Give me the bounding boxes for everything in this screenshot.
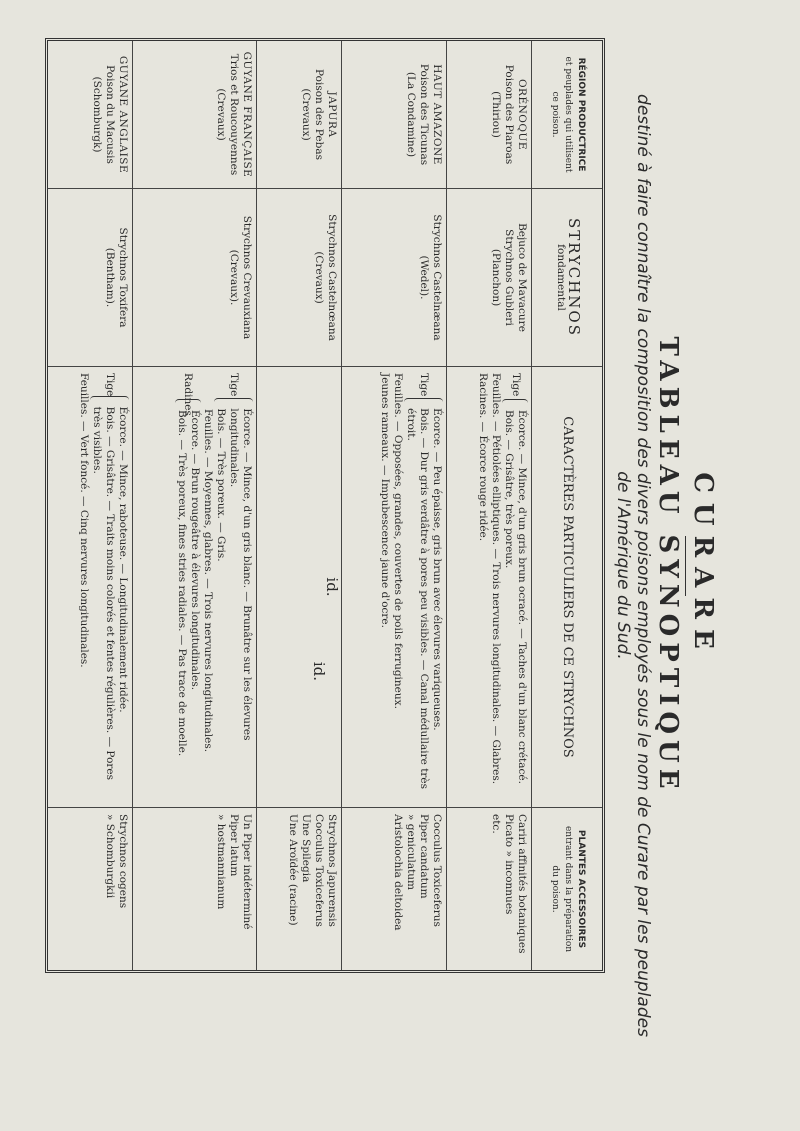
table-row: [342, 41, 446, 970]
table-row: [446, 41, 532, 970]
header-characters: CARACTÈRES PARTICULIERS DE CE STRYCHNOS: [532, 367, 602, 808]
table-row: [256, 41, 342, 970]
plants-cell: Strychnos cogens » Schomburgkii: [104, 814, 130, 909]
region-cell: GUYANE ANGLAISE Poison du Macusis (Schomburgk): [48, 41, 133, 189]
region-cell: ORÉNOQUE Poison des Piaroas (Thiriou): [446, 41, 532, 189]
header-plants: PLANTES ACCESSOIRES entrant dans la préparation du poison.: [532, 808, 602, 971]
region-cell: JAPURA Poison des Pebas (Crevaux): [256, 41, 342, 189]
table-row: [133, 41, 256, 970]
plants-cell: Strychnos Japurensis Cocculus Toxiceferus Une Spilegia Une Aroïdée (racine): [287, 814, 339, 927]
subtitle: TABLEAU SYNOPTIQUE: [653, 336, 683, 795]
table-row: [48, 41, 133, 970]
region-cell: GUYANE FRANÇAISE Trios et Roucouyennes (Crevaux): [133, 41, 256, 189]
plants-cell: Un Piper indéterminé Piper latum » hostmannianum: [214, 814, 253, 930]
strychnos-cell: Strychnos Castelnæana (Wedel).: [342, 189, 446, 367]
radines-label: Radines: [182, 373, 195, 416]
title: CURARE: [688, 472, 718, 659]
tige-label: Tige: [227, 373, 240, 397]
plants-cell: Cocculus Toxiceferus Piper candatum » geniculatum Aristolochia deltoidea: [391, 814, 443, 931]
header-strychnos: STRYCHNOS fondamental: [532, 189, 602, 367]
characters-cell: Tige Écorce. — Mince, d'un gris brun ocracé. — Taches d'un blanc crétacé. Bois. — Grisâtre, très poreux. Feuilles. — Pétiolées elliptiques. — Trois nervures longitudinales. — Glabres. Racines. — Écorce rouge ridée.: [446, 367, 532, 808]
brace: [90, 396, 129, 402]
synoptic-table: [45, 38, 605, 973]
characters-cell: Tige Écorce. — Peu épaisse, gris brun avec élevures variqueuses. Bois. — Dur gris verdâtre à pores peu visibles. — Canal médullaire très étroit. Feuilles. — Opposées, grandes, couvertes de poils ferrugineux. Jeunes rameaux. — Impubescence jaune d'ocre.: [342, 367, 446, 808]
tige-label: Tige: [104, 373, 117, 397]
ditto-mark: id.: [310, 661, 329, 681]
characters-cell: [256, 367, 342, 808]
strychnos-cell: Strychnos Castelnœana (Crevaux): [256, 189, 342, 367]
characters-cell: Tige Écorce. — Mince, raboteuse. — Longitudinalement ridée. Bois. — Grisâtre. — Traits moins colorés et fentes régulières. — Pores très visibles. Feuilles. — Vert foncé. — Cinq nervures longitudinales.: [48, 367, 133, 808]
brace: [503, 399, 529, 406]
strychnos-cell: Bejuco de Mavacure Strychnos Gubleri (Planchon): [446, 189, 532, 367]
brace: [214, 398, 253, 405]
description-line-2: de l'Amérique du Sud.: [613, 471, 633, 660]
heading: [613, 0, 800, 1131]
table-header-row: [532, 41, 602, 970]
tige-label: Tige: [417, 373, 430, 397]
characters-cell: Tige Écorce. — Mince, d'un gris blanc. — Brunâtre sur les élevures longitudinales. Bois. — Très poreux. — Gris. Feuilles. — Moyennes, glabres. — Trois nervures longitudinales. Radines Écorce. — Brun rougeâtre à élevures longitudinales. Bois. — Très poreux, fines stries radiales. — Pas trace de moelle.: [133, 367, 256, 808]
strychnos-cell: Strychnos Crevauxiana (Crevaux).: [133, 189, 256, 367]
brace: [175, 399, 201, 406]
brace: [404, 398, 443, 405]
region-cell: HAUT AMAZONE Poison des Ticunas (La Condamine): [342, 41, 446, 189]
header-region: RÉGION PRODUCTRICE et peuplades qui utilisent ce poison.: [532, 41, 602, 189]
title-underline: [685, 536, 686, 596]
tige-label: Tige: [510, 373, 522, 397]
description-line-1: destiné à faire connaître la composition des divers poisons employés sous le nom de Curare par les peuplades: [633, 94, 653, 1037]
plants-cell: Cariri affinités botaniques Picato » inconnues etc.: [490, 814, 529, 954]
strychnos-cell: Strychnos Toxifera (Bentham).: [48, 189, 133, 367]
ditto-mark: id.: [323, 577, 342, 597]
